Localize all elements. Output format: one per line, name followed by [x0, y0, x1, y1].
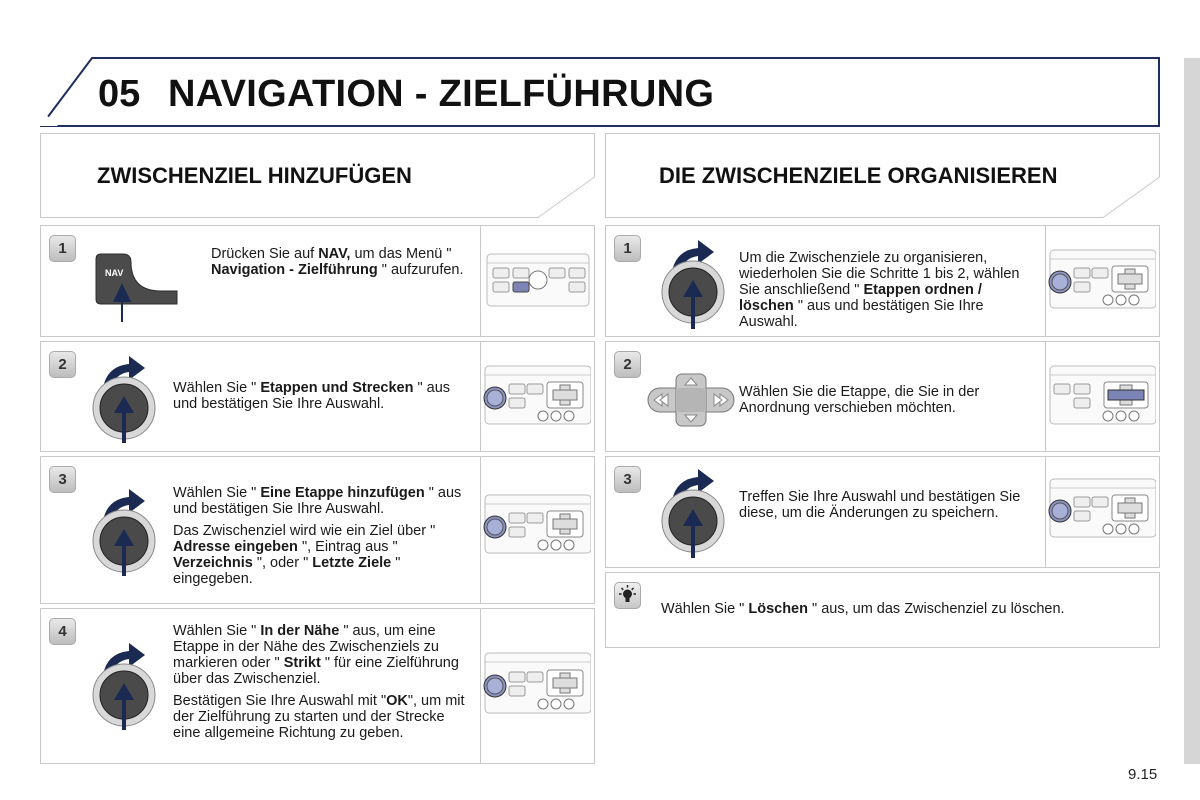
- rotary-knob-icon: [89, 637, 161, 737]
- console-thumbnail: [1045, 226, 1159, 336]
- left-step-1: [40, 225, 595, 337]
- lightbulb-icon: [614, 582, 641, 609]
- audio-console-icon: [483, 609, 591, 763]
- audio-console-icon: [483, 342, 591, 452]
- right-step-1: [605, 225, 1160, 337]
- left-section-header: [40, 133, 595, 218]
- page-number: 9.15: [1128, 766, 1158, 783]
- step-number-badge: 3: [49, 466, 76, 493]
- step-number-badge: 2: [614, 351, 641, 378]
- audio-console-icon: [1048, 342, 1156, 452]
- step-number-badge: 2: [49, 351, 76, 378]
- tip-text: Wählen Sie " Löschen " aus, um das Zwischenziel zu löschen.: [661, 601, 1065, 617]
- left-step-3-text: [173, 485, 473, 593]
- left-step-3-paragraph-1: Wählen Sie " Eine Etappe hinzufügen " aus und bestätigen Sie Ihre Auswahl.: [173, 485, 462, 517]
- right-section-header: [605, 133, 1160, 218]
- console-thumbnail: [480, 342, 594, 451]
- directional-pad-icon: [646, 372, 736, 433]
- left-step-2: [40, 341, 595, 452]
- console-thumbnail: [480, 226, 594, 336]
- rotary-knob-icon: [89, 483, 161, 583]
- console-thumbnail: [480, 457, 594, 603]
- step-number-badge: 1: [614, 235, 641, 262]
- audio-console-icon: [483, 457, 591, 603]
- step-number-badge: 3: [614, 466, 641, 493]
- step-number-badge: 4: [49, 618, 76, 645]
- console-thumbnail: [480, 609, 594, 763]
- audio-console-icon: [483, 226, 591, 336]
- audio-console-icon: [1048, 457, 1156, 567]
- step-number-badge: 1: [49, 235, 76, 262]
- left-step-2-text: Wählen Sie " Etappen und Strecken " aus und bestätigen Sie Ihre Auswahl.: [173, 380, 451, 412]
- rotary-knob-icon: [658, 463, 730, 566]
- console-thumbnail: [1045, 342, 1159, 451]
- page-edge-tab: [1184, 58, 1200, 764]
- right-step-2-text: Wählen Sie die Etappe, die Sie in der Anordnung verschieben möchten.: [739, 384, 980, 416]
- rotary-knob-icon: [658, 234, 730, 337]
- left-step-4-paragraph-2: Bestätigen Sie Ihre Auswahl mit "OK", um mit der Zielführung zu starten und der Strecke eine allgemeine Richtung zu geben.: [173, 693, 465, 741]
- right-step-3-text: Treffen Sie Ihre Auswahl und bestätigen Sie diese, um die Änderungen zu speichern.: [739, 489, 1021, 521]
- tip-box: [605, 572, 1160, 648]
- right-step-1-text: Um die Zwischenziele zu organisieren, wiederholen Sie die Schritte 1 bis 2, wählen Sie anschließend " Etappen ordnen / löschen " aus und bestätigen Sie Ihre Auswahl.: [739, 250, 1020, 330]
- nav-button-icon: [91, 251, 186, 331]
- right-step-3: [605, 456, 1160, 568]
- left-section-title: ZWISCHENZIEL HINZUFÜGEN: [97, 163, 412, 188]
- right-section-title: DIE ZWISCHENZIELE ORGANISIEREN: [659, 163, 1058, 188]
- left-step-4-paragraph-1: Wählen Sie " In der Nähe " aus, um eine Etappe in der Nähe des Zwischenziels zu markieren oder " Strikt " für eine Zielführung über das Zwischenziel.: [173, 623, 459, 687]
- chapter-number: 05: [98, 73, 141, 115]
- page-title: NAVIGATION - ZIELFÜHRUNG: [168, 73, 715, 115]
- right-step-2: [605, 341, 1160, 452]
- left-step-1-text: Drücken Sie auf NAV, um das Menü " Navigation - Zielführung " aufzurufen.: [211, 246, 464, 278]
- left-step-3-paragraph-2: Das Zwischenziel wird wie ein Ziel über " Adresse eingeben ", Eintrag aus " Verzeichnis ", oder " Letzte Ziele " eingegeben.: [173, 523, 436, 587]
- chapter-header: [40, 57, 1160, 127]
- console-thumbnail: [1045, 457, 1159, 567]
- svg-text:NAV: NAV: [105, 268, 124, 278]
- left-step-4: [40, 608, 595, 764]
- left-step-4-text: [173, 623, 465, 747]
- audio-console-icon: [1048, 226, 1156, 336]
- left-step-3: [40, 456, 595, 604]
- rotary-knob-icon: [89, 350, 161, 450]
